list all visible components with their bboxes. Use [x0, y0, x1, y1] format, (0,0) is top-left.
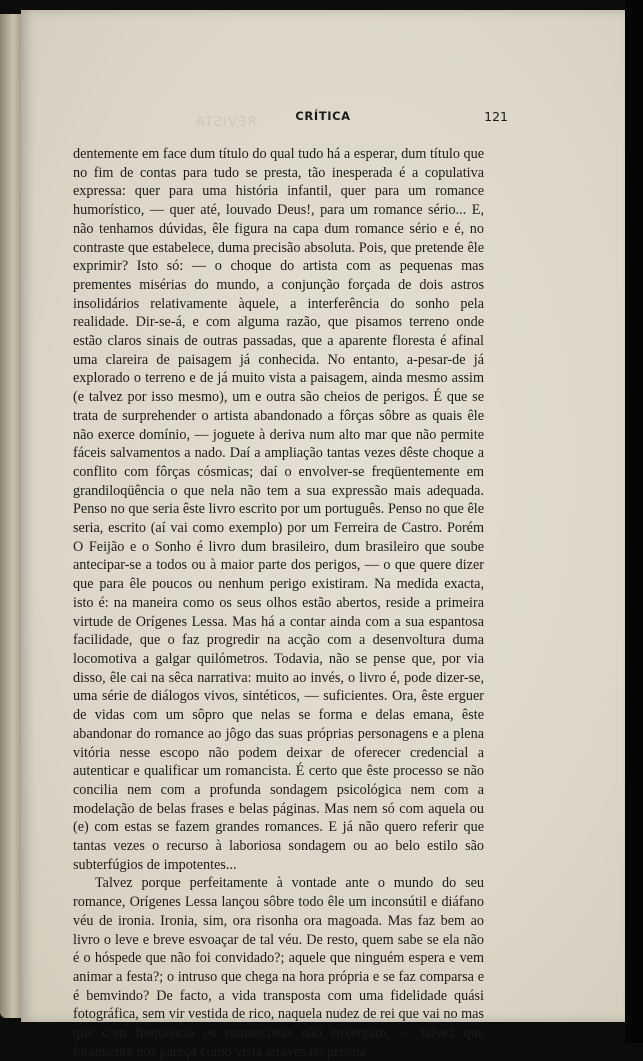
body-text	[73, 145, 484, 1061]
paragraph: Talvez porque perfeitamente à vontade ante o mundo do seu romance, Orígenes Lessa lançou sôbre todo êle um inconsútil e diáfano véu de ironia. Ironia, sim, ora risonha ora magoada. Mas faz bem ao livro o leve e breve esvoaçar de tal véu. De resto, quem sabe se ela não é o hóspede que não foi convidado?; aquele que ninguém espera e vem animar a festa?; o intruso que chega na hora própria e se faz comparsa e é bemvindo? De facto, a vida transposta com uma fidelidade quási fotográfica, sem vir vestida de rico, naquela nudez de rei que vai no mas que com freqüência os romancistas não enxergam, — talvez que fatalmente nos pareça como vista através do prisma	[73, 875, 484, 1060]
book-page	[21, 10, 625, 1060]
running-header: CRÍTICA	[295, 109, 351, 123]
page-number: 121	[484, 109, 508, 124]
show-through-text: REVISTA	[195, 115, 257, 130]
background-edge	[625, 0, 643, 1043]
previous-page-edge	[0, 14, 22, 1018]
paragraph: dentemente em face dum título do qual tudo há a esperar, dum título que no fim de contas para tudo se presta, tão inesperada é a copulativa expressa: quer para uma história infantil, quer para um romance humorístico, — quer até, louvado Deus!, para um romance sério... E, não tenhamos dúvidas, êle figura na capa dum romance sério e é, no contraste que estabelece, duma precisão absoluta. Pois, que pretende êle exprimir? Isto só: — o choque do artista com as pequenas mas prementes misérias do mundo, a conjunção forçada de dois astros insolidários relativamente àquele, a interferência do sonho pela realidade. Dir-se-á, e com alguma razão, que pisamos terreno onde estão claros sinais de outras passadas, que a aparente floresta é afinal uma clareira de paisagem já conhecida. No entanto, a-pesar-de já explorado o terreno e de já muito vista a paisagem, ainda mesmo assim (e talvez por isso mesmo), um e outra são cheios de perigos. É que se trata de surprehender o artista abandonado a fôrças sôbre as quais êle não exerce domínio, — joguete à deriva num alto mar que não permite fáceis salvamentos a nado. Daí a ampliação tantas vezes dêste choque a conflito com fôrças cósmicas; daí o envolver-se freqüentemente em grandiloqüência o que nela não tem a sua expressão mais adequada. Penso no que seria êste livro escrito por um português. Penso no que êle seria, escrito (aí vai como exemplo) por um Ferreira de Castro. Porém O Feijão e o Sonho é livro dum brasileiro, dum brasileiro que soube antecipar-se a todos ou à maior parte dos perigos, — o que quere dizer que para êle poucos ou nenhum perigo existiram. Na medida exacta, isto é: na maneira como os seus olhos estão abertos, reside a primeira virtude de Orígenes Lessa. Mas há a contar ainda com a sua espantosa facilidade, que o faz progredir na acção com a desenvoltura duma locomotiva a galgar quilómetros. Todavia, não se pense que, por via disso, êle cai na sêca narrativa: muito ao invés, o livro é, pode dizer-se, uma série de diálogos vivos, sintéticos, — suficientes. Ora, êste erguer de vidas com um sôpro que nelas se forma e delas emana, êste abandonar do romance ao jôgo das suas próprias personagens e a plena vitória nesse escopo não podem deixar de oferecer credencial a autenticar e qualificar um romancista. É certo que êste processo se não concilia nem com a profunda sondagem psicológica nem com a modelação de belas frases e belas páginas. Mas nem só com aquela ou (e) com estas se fazem grandes romances. E já não quero referir que tantas vezes o recurso à laboriosa sondagem ou ao belo estilo são subterfúgios de impotentes...	[73, 146, 484, 873]
